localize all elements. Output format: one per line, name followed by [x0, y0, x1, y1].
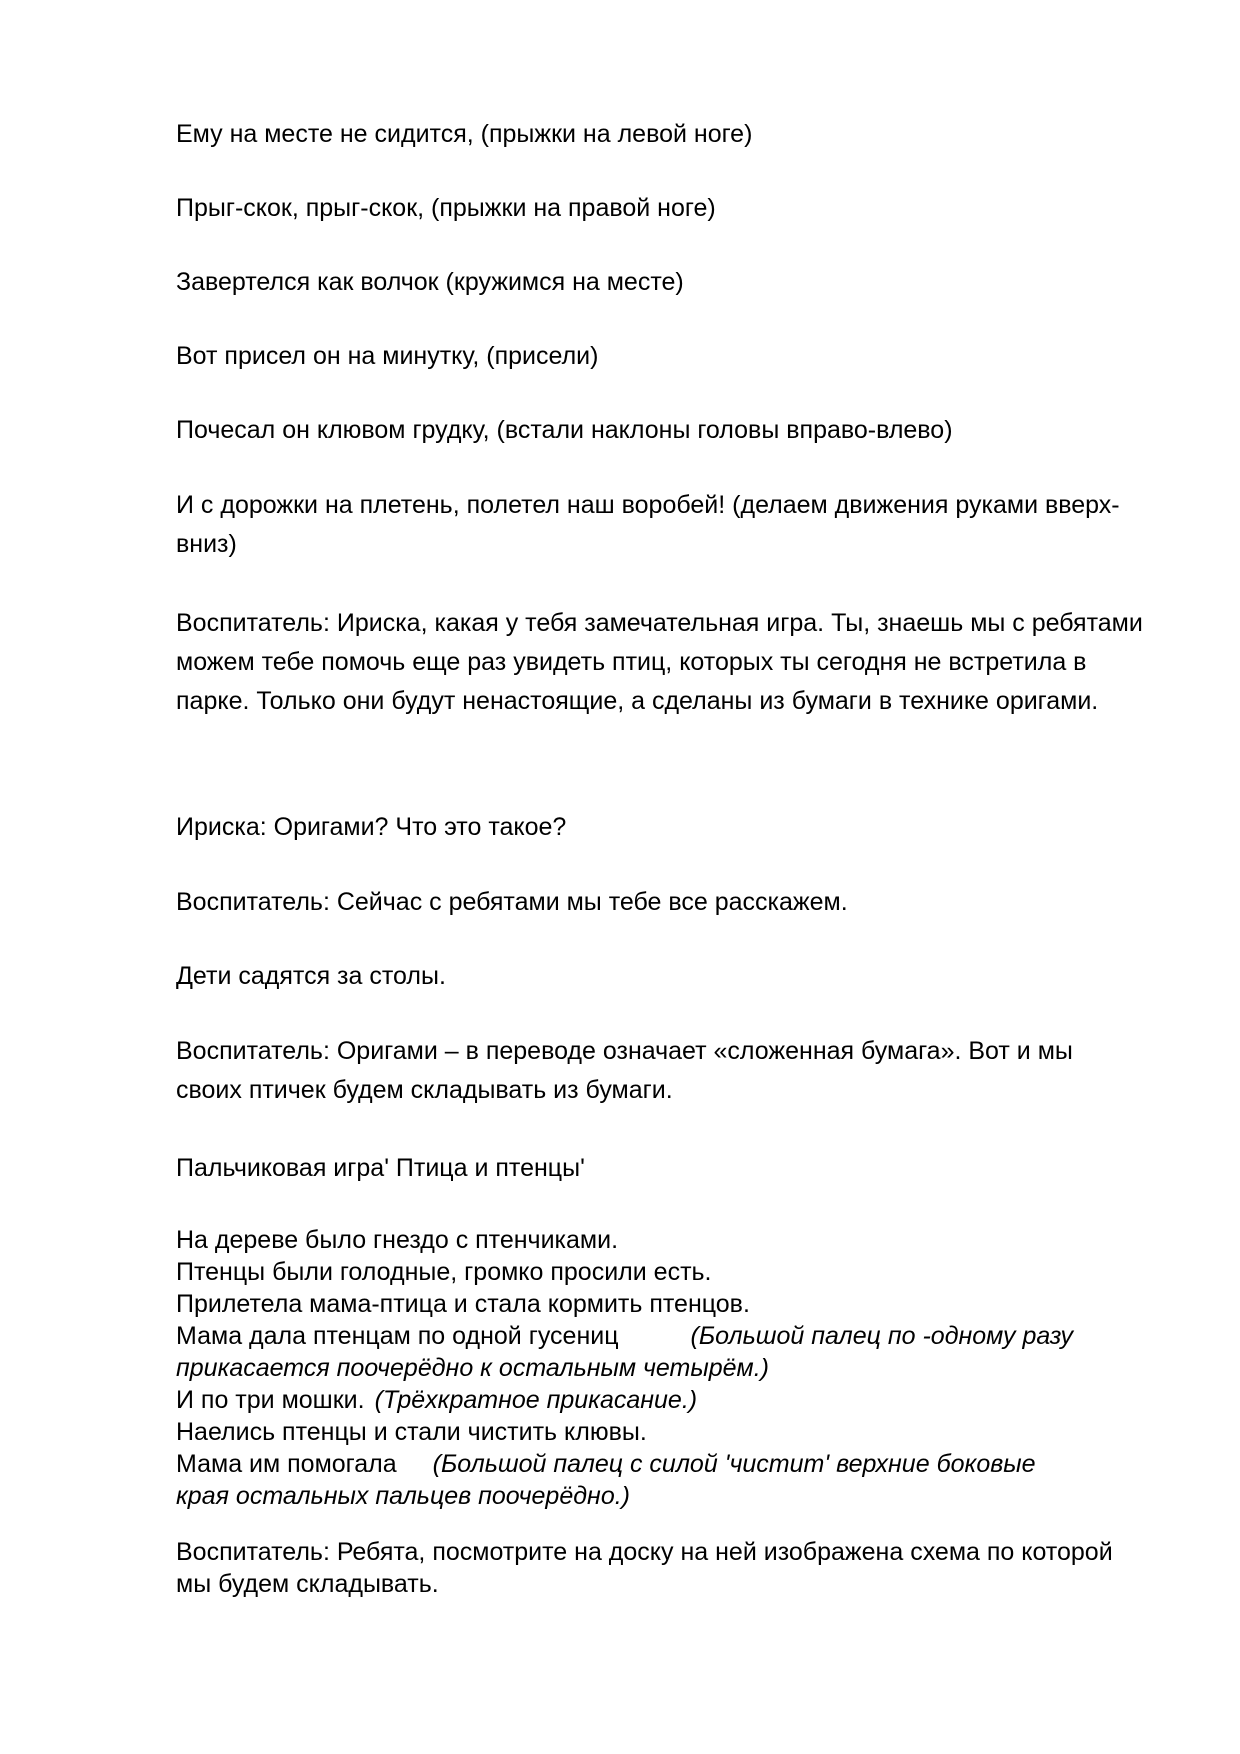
- paragraph-teacher-intro: Воспитатель: Ириска, какая у тебя замечательная игра. Ты, знаешь мы с ребятами можем тебе помочь еще раз увидеть птиц, которых ты сегодня не встретила в парке. Только они будут ненастоящие, а сделаны из бумаги в технике оригами.: [176, 609, 1143, 715]
- poem-line-1: Ему на месте не сидится, (прыжки на левой ноге): [176, 120, 753, 148]
- rhyme-line-4: [176, 1320, 1166, 1352]
- rhyme-line-6: [176, 1384, 1166, 1416]
- rhyme-line-1: На дереве было гнездо с птенчиками.: [176, 1226, 619, 1254]
- rhyme-line-9-note: края остальных пальцев поочерёдно.): [176, 1482, 630, 1510]
- poem-line-3: Завертелся как волчок (кружимся на месте): [176, 268, 684, 296]
- rhyme-line-8: [176, 1448, 1166, 1480]
- poem-line-5: Почесал он клювом грудку, (встали наклоны головы вправо-влево): [176, 416, 953, 444]
- rhyme-line-8-note: (Большой палец с силой 'чистит' верхние боковые: [432, 1450, 1036, 1478]
- rhyme-line-4-text: Мама дала птенцам по одной гусениц: [176, 1322, 619, 1350]
- poem-line-2: Прыг-скок, прыг-скок, (прыжки на правой ноге): [176, 194, 716, 222]
- paragraph-teacher-explain: Воспитатель: Сейчас с ребятами мы тебе все расскажем.: [176, 888, 848, 916]
- paragraph-sparrow: И с дорожки на плетень, полетел наш воробей! (делаем движения руками вверх-вниз): [176, 491, 1120, 558]
- poem-line-4: Вот присел он на минутку, (присели): [176, 342, 599, 370]
- rhyme-line-6-note: (Трёхкратное прикасание.): [374, 1386, 698, 1414]
- rhyme-line-5-note: прикасается поочерёдно к остальным четырём.): [176, 1354, 769, 1382]
- rhyme-line-7: Наелись птенцы и стали чистить клювы.: [176, 1418, 647, 1446]
- finger-game-rhyme: [176, 1224, 1166, 1512]
- rhyme-line-3: Прилетела мама-птица и стала кормить птенцов.: [176, 1290, 750, 1318]
- paragraph-iriska-question: Ириска: Оригами? Что это такое?: [176, 813, 567, 841]
- rhyme-line-6-text: И по три мошки.: [176, 1386, 365, 1414]
- rhyme-line-2: Птенцы были голодные, громко просили есть.: [176, 1258, 712, 1286]
- paragraph-origami-meaning: Воспитатель: Оригами – в переводе означает «сложенная бумага». Вот и мы своих птичек будем складывать из бумаги.: [176, 1037, 1073, 1104]
- paragraph-teacher-scheme: Воспитатель: Ребята, посмотрите на доску на ней изображена схема по которой мы будем складывать.: [176, 1538, 1113, 1598]
- rhyme-line-4-note: (Большой палец по -одному разу: [690, 1322, 1074, 1350]
- finger-game-title: Пальчиковая игра' Птица и птенцы': [176, 1154, 585, 1182]
- rhyme-line-8-text: Мама им помогала: [176, 1450, 397, 1478]
- paragraph-children-sit: Дети садятся за столы.: [176, 962, 446, 990]
